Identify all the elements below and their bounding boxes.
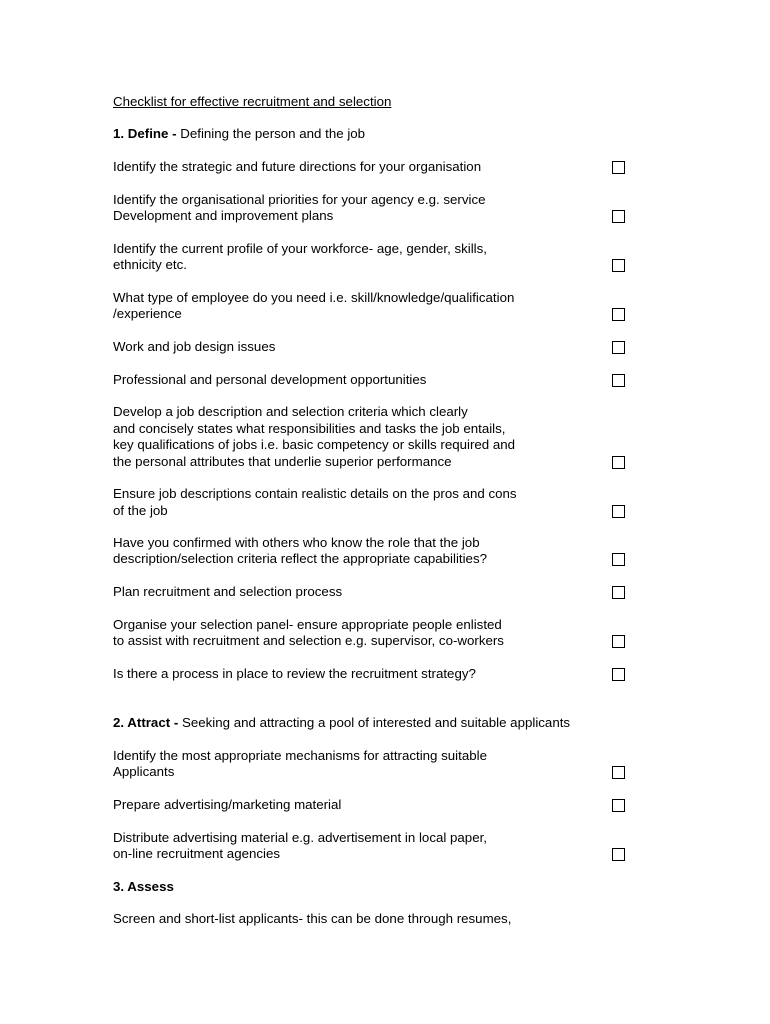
checkbox[interactable] — [612, 259, 625, 272]
section-heading-assess — [113, 879, 174, 896]
checklist-item-text: key qualifications of jobs i.e. basic competency or skills required and — [113, 437, 516, 452]
checkbox[interactable] — [612, 586, 625, 599]
checklist-item-text: Screen and short-list applicants- this can be done through resumes, — [113, 911, 512, 926]
section-number: 1. Define - — [113, 126, 177, 141]
checklist-item-text: Development and improvement plans — [113, 208, 334, 223]
checklist-item-text: Professional and personal development opportunities — [113, 372, 427, 387]
checklist-item-text: Applicants — [113, 764, 175, 779]
checklist-item-text: on-line recruitment agencies — [113, 846, 281, 861]
checklist-item-text: What type of employee do you need i.e. skill/knowledge/qualification — [113, 290, 515, 305]
section-number: 3. Assess — [113, 879, 174, 894]
checklist-item-text: Distribute advertising material e.g. advertisement in local paper, — [113, 830, 487, 845]
checklist-item-text: Ensure job descriptions contain realistic details on the pros and cons — [113, 486, 517, 501]
checklist-item-text: Identify the organisational priorities for your agency e.g. service — [113, 192, 486, 207]
checkbox[interactable] — [612, 505, 625, 518]
section-subtitle: Seeking and attracting a pool of interested and suitable applicants — [181, 715, 571, 730]
document-title: Checklist for effective recruitment and selection — [113, 94, 392, 109]
checkbox[interactable] — [612, 308, 625, 321]
checklist-item-text: the personal attributes that underlie superior performance — [113, 454, 452, 469]
checkbox[interactable] — [612, 848, 625, 861]
checkbox[interactable] — [612, 161, 625, 174]
checkbox[interactable] — [612, 766, 625, 779]
checkbox[interactable] — [612, 210, 625, 223]
checklist-item-text: of the job — [113, 503, 168, 518]
checklist-item-text: Work and job design issues — [113, 339, 276, 354]
checkbox[interactable] — [612, 341, 625, 354]
checkbox[interactable] — [612, 374, 625, 387]
checkbox[interactable] — [612, 799, 625, 812]
checklist-item-text: Plan recruitment and selection process — [113, 584, 343, 599]
checklist-item-text: description/selection criteria reflect the appropriate capabilities? — [113, 551, 487, 566]
checkbox[interactable] — [612, 456, 625, 469]
section-heading-define — [113, 126, 365, 143]
checklist-item-text: to assist with recruitment and selection e.g. supervisor, co-workers — [113, 633, 504, 648]
checklist-item-text: Is there a process in place to review the recruitment strategy? — [113, 666, 476, 681]
checkbox[interactable] — [612, 635, 625, 648]
checklist-item-text: and concisely states what responsibilities and tasks the job entails, — [113, 421, 506, 436]
section-subtitle: Defining the person and the job — [180, 126, 366, 141]
checklist-item-text: Identify the most appropriate mechanisms for attracting suitable — [113, 748, 487, 763]
checklist-item-text: Organise your selection panel- ensure appropriate people enlisted — [113, 617, 502, 632]
checkbox[interactable] — [612, 553, 625, 566]
checklist-item-text: Have you confirmed with others who know the role that the job — [113, 535, 480, 550]
checklist-item-text: ethnicity etc. — [113, 257, 187, 272]
section-heading-attract — [113, 715, 570, 732]
checklist-item-text: Identify the current profile of your workforce- age, gender, skills, — [113, 241, 487, 256]
checklist-item-text: Develop a job description and selection criteria which clearly — [113, 404, 468, 419]
section-number: 2. Attract - — [113, 715, 179, 730]
checklist-item-text: Prepare advertising/marketing material — [113, 797, 342, 812]
checklist-item-text: Identify the strategic and future directions for your organisation — [113, 159, 482, 174]
checklist-item-text: /experience — [113, 306, 182, 321]
checkbox[interactable] — [612, 668, 625, 681]
